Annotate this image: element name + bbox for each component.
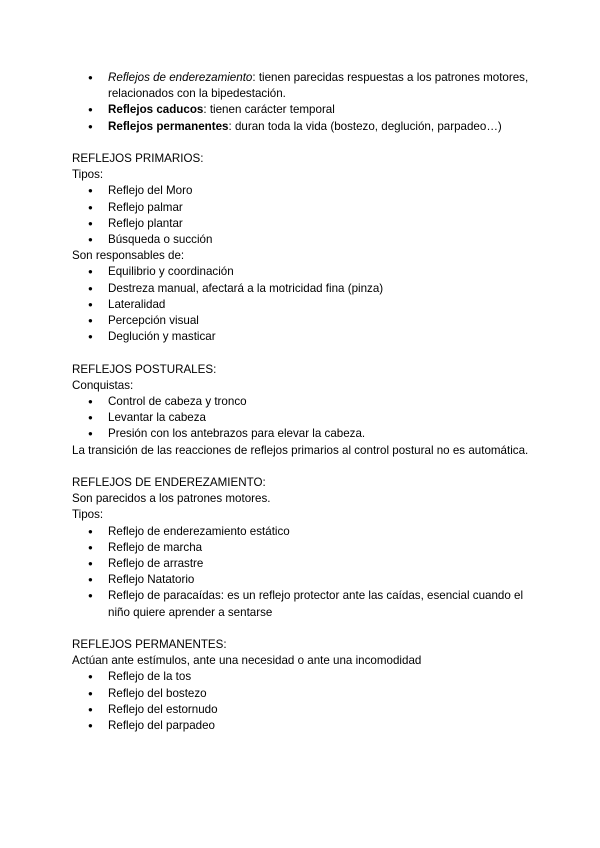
- item-lead: Reflejos caducos: [108, 103, 204, 117]
- section-heading-primarios: REFLEJOS PRIMARIOS:: [72, 152, 204, 165]
- list-item: ● Reflejo Natatorio: [72, 572, 532, 588]
- list-item: ● Equilibrio y coordinación: [72, 264, 532, 280]
- list-item: ● Reflejo de enderezamiento estático: [72, 524, 532, 540]
- item-text: : tienen carácter temporal: [203, 103, 335, 117]
- list-item: ● Destreza manual, afectará a la motricidad fina (pinza): [72, 281, 532, 297]
- conquistas-label: Conquistas:: [72, 378, 134, 392]
- intro-list: [72, 70, 532, 135]
- list-item: [72, 102, 532, 118]
- list-item: ● Reflejo palmar: [72, 200, 532, 216]
- item-lead: Reflejos permanentes: [108, 119, 229, 133]
- list-item: ● Lateralidad: [72, 297, 532, 313]
- list-item: ● Reflejo de paracaídas: es un reflejo protector ante las caídas, esencial cuando el niño quiere aprender a sentarse: [72, 588, 532, 620]
- item-text: : duran toda la vida (bostezo, deglución, parpadeo…): [228, 119, 502, 133]
- section-heading-posturales: REFLEJOS POSTURALES:: [72, 362, 217, 376]
- posturales-conquistas-list: [72, 394, 532, 443]
- list-item: ● Reflejo de arrastre: [72, 556, 532, 572]
- list-item: ● Deglución y masticar: [72, 329, 532, 345]
- spacer: [72, 135, 532, 151]
- responsables-label: Son responsables de:: [72, 249, 185, 263]
- spacer: [72, 459, 532, 475]
- permanentes-desc: Actúan ante estímulos, ante una necesidad o ante una incomodidad: [72, 654, 422, 668]
- list-item: ● Búsqueda o succión: [72, 232, 532, 248]
- list-item: ● Reflejo del bostezo: [72, 686, 532, 702]
- spacer: [72, 345, 532, 361]
- list-item: ● Control de cabeza y tronco: [72, 394, 532, 410]
- list-item: ● Reflejo del estornudo: [72, 702, 532, 718]
- list-item: [72, 119, 532, 135]
- enderezamiento-desc: Son parecidos a los patrones motores.: [72, 492, 271, 506]
- spacer: [72, 621, 532, 637]
- list-item: ● Levantar la cabeza: [72, 410, 532, 426]
- list-item: ● Reflejo plantar: [72, 216, 532, 232]
- primarios-tipos-list: [72, 183, 532, 248]
- list-item: ● Reflejo del Moro: [72, 183, 532, 199]
- permanentes-list: [72, 669, 532, 734]
- list-item: ● Percepción visual: [72, 313, 532, 329]
- list-item: ● Reflejo del parpadeo: [72, 718, 532, 734]
- tipos-label: Tipos:: [72, 168, 104, 182]
- list-item: [72, 70, 532, 102]
- tipos-label: Tipos:: [72, 508, 104, 522]
- section-heading-permanentes: REFLEJOS PERMANENTES:: [72, 638, 227, 652]
- enderezamiento-tipos-list: [72, 524, 532, 621]
- document-page: [72, 70, 532, 734]
- item-lead: Reflejos de enderezamiento: [108, 71, 253, 84]
- list-item: ● Presión con los antebrazos para elevar la cabeza.: [72, 426, 532, 442]
- item-text: : tienen parecidas respuestas a los patrones motores, relacionados con la bipedestación.: [108, 71, 529, 101]
- list-item: ● Reflejo de la tos: [72, 669, 532, 685]
- list-item: ● Reflejo de marcha: [72, 540, 532, 556]
- primarios-responsables-list: [72, 264, 532, 345]
- section-heading-enderezamiento: REFLEJOS DE ENDEREZAMIENTO:: [72, 476, 266, 490]
- posturales-note: La transición de las reacciones de reflejos primarios al control postural no es automática.: [72, 443, 529, 457]
